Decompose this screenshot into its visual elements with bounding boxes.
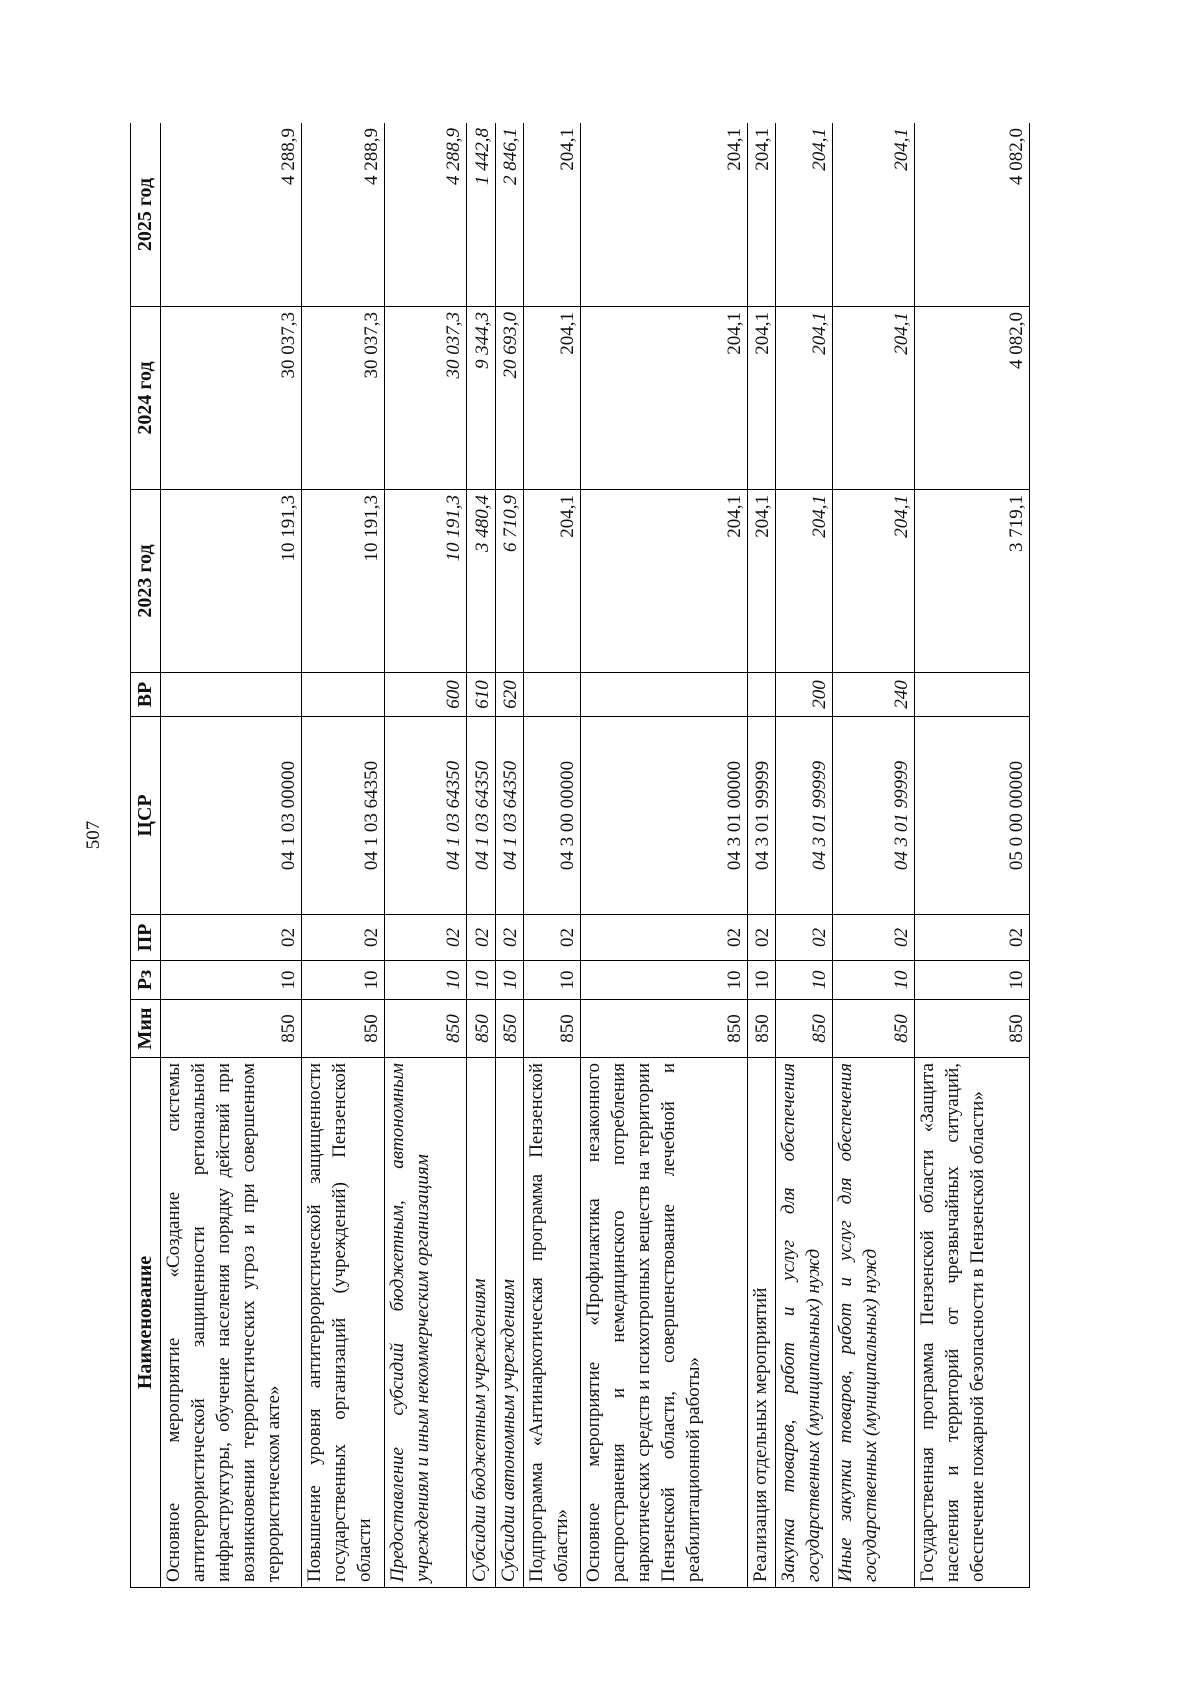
row-name: Основное мероприятие «Создание системы антитеррористической защищенности региональной инфраструктуры, обучение населения порядку действий при возникновении террористических угроз и при совершенном террористическом акте» bbox=[161, 1058, 302, 1588]
row-min: 850 bbox=[495, 1000, 523, 1058]
row-pr: 02 bbox=[467, 915, 495, 961]
row-pr: 02 bbox=[747, 915, 775, 961]
row-2023: 204,1 bbox=[747, 490, 775, 673]
row-rz: 10 bbox=[915, 961, 1030, 1000]
row-vr bbox=[524, 673, 581, 717]
row-2025: 4 288,9 bbox=[161, 123, 302, 307]
row-csr: 04 3 00 00000 bbox=[524, 717, 581, 915]
row-rz: 10 bbox=[301, 961, 384, 1000]
row-2025: 4 288,9 bbox=[301, 123, 384, 307]
row-pr: 02 bbox=[832, 915, 915, 961]
row-2023: 204,1 bbox=[832, 490, 915, 673]
header-vr: ВР bbox=[131, 673, 161, 717]
row-min: 850 bbox=[832, 1000, 915, 1058]
header-name: Наименование bbox=[131, 1058, 161, 1588]
row-vr: 600 bbox=[384, 673, 467, 717]
row-vr: 200 bbox=[775, 673, 832, 717]
row-2023: 6 710,9 bbox=[495, 490, 523, 673]
row-2023: 10 191,3 bbox=[384, 490, 467, 673]
row-pr: 02 bbox=[495, 915, 523, 961]
row-vr: 240 bbox=[832, 673, 915, 717]
header-csr: ЦСР bbox=[131, 717, 161, 915]
row-2024: 30 037,3 bbox=[161, 307, 302, 490]
table-row bbox=[915, 123, 1030, 1588]
row-pr: 02 bbox=[524, 915, 581, 961]
row-2023: 10 191,3 bbox=[301, 490, 384, 673]
row-pr: 02 bbox=[384, 915, 467, 961]
row-name: Государственная программа Пензенской области «Защита населения и территорий от чрезвычайных ситуаций, обеспечение пожарной безопасности в Пензенской области» bbox=[915, 1058, 1030, 1588]
row-pr: 02 bbox=[580, 915, 747, 961]
row-pr: 02 bbox=[915, 915, 1030, 961]
row-2023: 204,1 bbox=[524, 490, 581, 673]
header-min: Мин bbox=[131, 1000, 161, 1058]
row-2024: 4 082,0 bbox=[915, 307, 1030, 490]
row-name: Закупка товаров, работ и услуг для обеспечения государственных (муниципальных) нужд bbox=[775, 1058, 832, 1588]
row-rz: 10 bbox=[495, 961, 523, 1000]
row-2023: 3 480,4 bbox=[467, 490, 495, 673]
header-2023: 2023 год bbox=[131, 490, 161, 673]
row-pr: 02 bbox=[161, 915, 302, 961]
page-number: 507 bbox=[83, 820, 104, 850]
table-header-row bbox=[131, 123, 161, 1588]
row-rz: 10 bbox=[775, 961, 832, 1000]
row-vr bbox=[580, 673, 747, 717]
table-row bbox=[580, 123, 747, 1588]
row-vr: 620 bbox=[495, 673, 523, 717]
row-csr: 04 1 03 64350 bbox=[495, 717, 523, 915]
row-min: 850 bbox=[580, 1000, 747, 1058]
rotated-table-area bbox=[130, 123, 1030, 1588]
row-pr: 02 bbox=[775, 915, 832, 961]
row-2025: 1 442,8 bbox=[467, 123, 495, 307]
row-rz: 10 bbox=[467, 961, 495, 1000]
row-2023: 3 719,1 bbox=[915, 490, 1030, 673]
row-name: Предоставление субсидий бюджетным, автономным учреждениям и иным некоммерческим организациям bbox=[384, 1058, 467, 1588]
row-2023: 204,1 bbox=[775, 490, 832, 673]
row-csr: 04 1 03 64350 bbox=[301, 717, 384, 915]
row-rz: 10 bbox=[580, 961, 747, 1000]
row-pr: 02 bbox=[301, 915, 384, 961]
row-2025: 204,1 bbox=[524, 123, 581, 307]
header-2025: 2025 год bbox=[131, 123, 161, 307]
budget-table bbox=[130, 123, 1030, 1588]
row-name: Повышение уровня антитеррористической защищенности государственных организаций (учреждений) Пензенской области bbox=[301, 1058, 384, 1588]
table-row bbox=[161, 123, 302, 1588]
header-2024: 2024 год bbox=[131, 307, 161, 490]
row-min: 850 bbox=[301, 1000, 384, 1058]
row-name: Субсидии бюджетным учреждениям bbox=[467, 1058, 495, 1588]
row-2025: 204,1 bbox=[775, 123, 832, 307]
table-sheet bbox=[130, 123, 1030, 1588]
row-csr: 04 1 03 64350 bbox=[384, 717, 467, 915]
row-min: 850 bbox=[747, 1000, 775, 1058]
row-csr: 04 3 01 99999 bbox=[747, 717, 775, 915]
row-rz: 10 bbox=[747, 961, 775, 1000]
row-rz: 10 bbox=[384, 961, 467, 1000]
row-rz: 10 bbox=[832, 961, 915, 1000]
row-min: 850 bbox=[384, 1000, 467, 1058]
row-vr bbox=[161, 673, 302, 717]
table-row bbox=[832, 123, 915, 1588]
row-rz: 10 bbox=[524, 961, 581, 1000]
row-name: Реализация отдельных мероприятий bbox=[747, 1058, 775, 1588]
row-name: Подпрограмма «Антинаркотическая программа Пензенской области» bbox=[524, 1058, 581, 1588]
table-row bbox=[495, 123, 523, 1588]
header-pr: ПР bbox=[131, 915, 161, 961]
row-rz: 10 bbox=[161, 961, 302, 1000]
row-2024: 30 037,3 bbox=[384, 307, 467, 490]
row-2024: 30 037,3 bbox=[301, 307, 384, 490]
row-2023: 204,1 bbox=[580, 490, 747, 673]
row-2024: 204,1 bbox=[747, 307, 775, 490]
table-row bbox=[467, 123, 495, 1588]
row-min: 850 bbox=[161, 1000, 302, 1058]
row-2025: 204,1 bbox=[580, 123, 747, 307]
header-rz: Рз bbox=[131, 961, 161, 1000]
row-2024: 20 693,0 bbox=[495, 307, 523, 490]
row-name: Основное мероприятие «Профилактика незаконного распространения и немедицинского потребления наркотических средств и психотропных веществ на территории Пензенской области, совершенствование лечебной и реабилитационной работы» bbox=[580, 1058, 747, 1588]
row-2024: 204,1 bbox=[580, 307, 747, 490]
row-2024: 204,1 bbox=[832, 307, 915, 490]
row-min: 850 bbox=[524, 1000, 581, 1058]
row-vr bbox=[747, 673, 775, 717]
row-csr: 04 1 03 64350 bbox=[467, 717, 495, 915]
row-2023: 10 191,3 bbox=[161, 490, 302, 673]
table-row bbox=[775, 123, 832, 1588]
row-vr bbox=[915, 673, 1030, 717]
row-name: Иные закупки товаров, работ и услуг для обеспечения государственных (муниципальных) нужд bbox=[832, 1058, 915, 1588]
row-2024: 204,1 bbox=[775, 307, 832, 490]
row-vr bbox=[301, 673, 384, 717]
row-vr: 610 bbox=[467, 673, 495, 717]
row-2025: 4 082,0 bbox=[915, 123, 1030, 307]
row-csr: 04 1 03 00000 bbox=[161, 717, 302, 915]
row-2025: 4 288,9 bbox=[384, 123, 467, 307]
table-row bbox=[301, 123, 384, 1588]
row-csr: 05 0 00 00000 bbox=[915, 717, 1030, 915]
table-row bbox=[747, 123, 775, 1588]
row-2024: 204,1 bbox=[524, 307, 581, 490]
row-min: 850 bbox=[915, 1000, 1030, 1058]
row-csr: 04 3 01 99999 bbox=[775, 717, 832, 915]
row-2025: 204,1 bbox=[747, 123, 775, 307]
table-row bbox=[384, 123, 467, 1588]
row-min: 850 bbox=[467, 1000, 495, 1058]
row-csr: 04 3 01 99999 bbox=[832, 717, 915, 915]
row-2024: 9 344,3 bbox=[467, 307, 495, 490]
row-2025: 204,1 bbox=[832, 123, 915, 307]
row-name: Субсидии автономным учреждениям bbox=[495, 1058, 523, 1588]
table-row bbox=[524, 123, 581, 1588]
row-min: 850 bbox=[775, 1000, 832, 1058]
row-2025: 2 846,1 bbox=[495, 123, 523, 307]
row-csr: 04 3 01 00000 bbox=[580, 717, 747, 915]
